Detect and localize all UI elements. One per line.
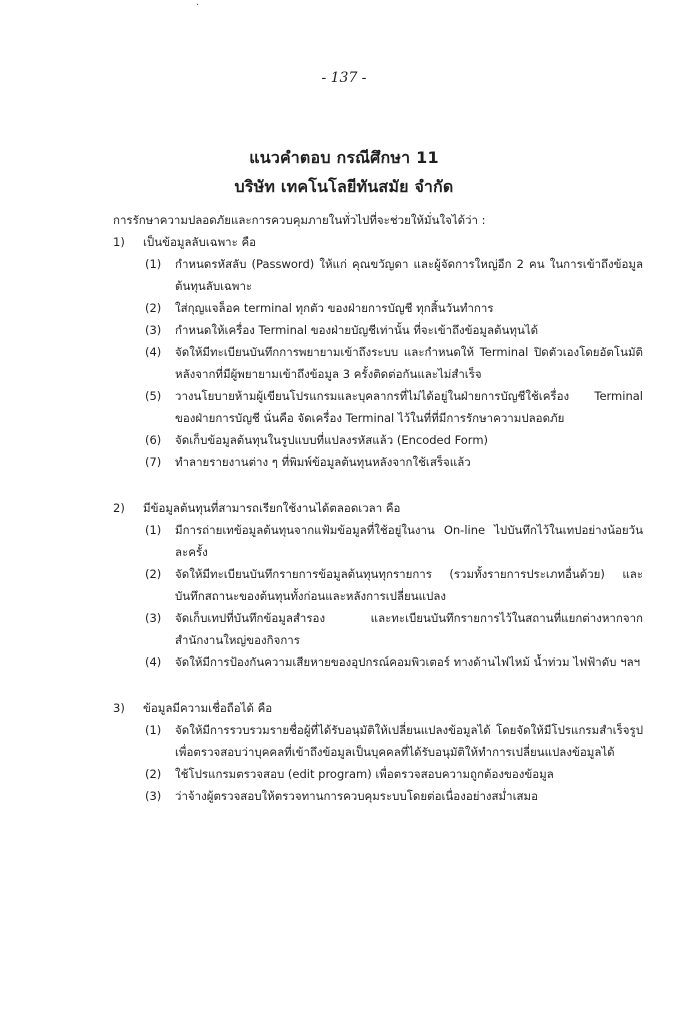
list-item xyxy=(113,785,643,807)
item-text: จัดให้มีทะเบียนบันทึกรายการข้อมูลต้นทุนทุกรายการ (รวมทั้งรายการประเภทอื่นด้วย) และบันทึกสถานะของต้นทุนทั้งก่อนและหลังการเปลี่ยนแปลง xyxy=(175,567,643,603)
section-heading xyxy=(113,231,643,253)
list-item xyxy=(113,385,643,429)
section-heading-text: เป็นข้อมูลลับเฉพาะ คือ xyxy=(143,235,257,249)
scan-mark: · xyxy=(196,0,200,11)
item-number: (2) xyxy=(145,767,162,781)
item-text: มีการถ่ายเทข้อมูลต้นทุนจากแฟ้มข้อมูลที่ใช้อยู่ในงาน On-line ไปบันทึกไว้ในเทปอย่างน้อยวันละครั้ง xyxy=(175,523,643,559)
item-text: จัดให้มีทะเบียนบันทึกการพยายามเข้าถึงระบบ และกำหนดให้ Terminal ปิดตัวเองโดยอัตโนมัติ หลังจากที่มีผู้พยายามเข้าถึงข้อมูล 3 ครั้งติดต่อกันและไม่สำเร็จ xyxy=(175,345,643,381)
item-text: ใช้โปรแกรมตรวจสอบ (edit program) เพื่อตรวจสอบความถูกต้องของข้อมูล xyxy=(175,767,554,781)
item-number: (2) xyxy=(145,567,162,581)
item-number: (1) xyxy=(145,257,162,271)
section xyxy=(113,231,643,473)
sections-container xyxy=(113,231,643,807)
item-number: (1) xyxy=(145,723,162,737)
item-number: (2) xyxy=(145,301,162,315)
list-item xyxy=(113,763,643,785)
document-title: แนวคำตอบ กรณีศึกษา 11 xyxy=(249,148,439,167)
list-item xyxy=(113,253,643,297)
item-text: วางนโยบายห้ามผู้เขียนโปรแกรมและบุคลากรที่ไม่ได้อยู่ในฝ่ายการบัญชีใช้เครื่อง Terminal ของฝ่ายการบัญชี นั่นคือ จัดเครื่อง Terminal ไว้ในที่ที่มีการรักษาความปลอดภัย xyxy=(175,389,643,425)
item-list xyxy=(113,719,643,807)
item-text: ใส่กุญแจล็อค terminal ทุกตัว ของฝ่ายการบัญชี ทุกสิ้นวันทำการ xyxy=(175,301,494,315)
list-item xyxy=(113,297,643,319)
item-number: (1) xyxy=(145,523,162,537)
item-number: (5) xyxy=(145,389,162,403)
section-heading-text: ข้อมูลมีความเชื่อถือได้ คือ xyxy=(143,701,273,715)
section-heading-text: มีข้อมูลต้นทุนที่สามารถเรียกใช้งานได้ตลอดเวลา คือ xyxy=(143,501,401,515)
item-text: กำหนดรหัสลับ (Password) ให้แก่ คุณขวัญดา และผู้จัดการใหญ่อีก 2 คน ในการเข้าถึงข้อมูลต้นทุนลับเฉพาะ xyxy=(175,257,643,293)
section-number: 2) xyxy=(113,501,125,515)
item-number: (3) xyxy=(145,611,162,625)
list-item xyxy=(113,719,643,763)
item-number: (7) xyxy=(145,455,162,469)
section xyxy=(113,497,643,673)
section-number: 3) xyxy=(113,701,125,715)
item-text: ว่าจ้างผู้ตรวจสอบให้ตรวจทานการควบคุมระบบโดยต่อเนื่องอย่างสม่ำเสมอ xyxy=(175,789,539,803)
item-text: จัดเก็บข้อมูลต้นทุนในรูปแบบที่แปลงรหัสแล้ว (Encoded Form) xyxy=(175,433,489,447)
item-list xyxy=(113,519,643,673)
item-text: จัดเก็บเทปที่บันทึกข้อมูลสำรอง และทะเบียนบันทึกรายการไว้ในสถานที่แยกต่างหากจากสำนักงานใหญ่ของกิจการ xyxy=(175,611,643,647)
item-number: (4) xyxy=(145,345,162,359)
list-item xyxy=(113,429,643,451)
list-item xyxy=(113,341,643,385)
section-heading xyxy=(113,697,643,719)
section-heading xyxy=(113,497,643,519)
section xyxy=(113,697,643,807)
item-number: (3) xyxy=(145,789,162,803)
list-item xyxy=(113,519,643,563)
section-number: 1) xyxy=(113,235,125,249)
item-list xyxy=(113,253,643,473)
document-body xyxy=(113,209,643,807)
item-text: ทำลายรายงานต่าง ๆ ที่พิมพ์ข้อมูลต้นทุนหลังจากใช้เสร็จแล้ว xyxy=(175,455,471,469)
item-number: (6) xyxy=(145,433,162,447)
list-item xyxy=(113,607,643,651)
item-text: จัดให้มีการรวบรวมรายชื่อผู้ที่ได้รับอนุมัติให้เปลี่ยนแปลงข้อมูลได้ โดยจัดให้มีโปรแกรมสำเร็จรูปเพื่อตรวจสอบว่าบุคคลที่เข้าถึงข้อมูลเป็นบุคคลที่ได้รับอนุมัติให้ทำการเปลี่ยนแปลงข้อมูลได้ xyxy=(175,723,643,759)
item-text: จัดให้มีการป้องกันความเสียหายของอุปกรณ์คอมพิวเตอร์ ทางด้านไฟไหม้ น้ำท่วม ไฟฟ้าดับ ฯลฯ xyxy=(175,655,641,669)
list-item xyxy=(113,651,643,673)
list-item xyxy=(113,451,643,473)
intro-paragraph: การรักษาความปลอดภัยและการควบคุมภายในทั่วไปที่จะช่วยให้มั่นใจได้ว่า : xyxy=(113,213,486,227)
page-number: - 137 - xyxy=(321,70,367,86)
company-title: บริษัท เทคโนโลยีทันสมัย จำกัด xyxy=(234,177,454,196)
list-item xyxy=(113,319,643,341)
item-text: กำหนดให้เครื่อง Terminal ของฝ่ายบัญชีเท่านั้น ที่จะเข้าถึงข้อมูลต้นทุนได้ xyxy=(175,323,539,337)
list-item xyxy=(113,563,643,607)
item-number: (3) xyxy=(145,323,162,337)
item-number: (4) xyxy=(145,655,162,669)
